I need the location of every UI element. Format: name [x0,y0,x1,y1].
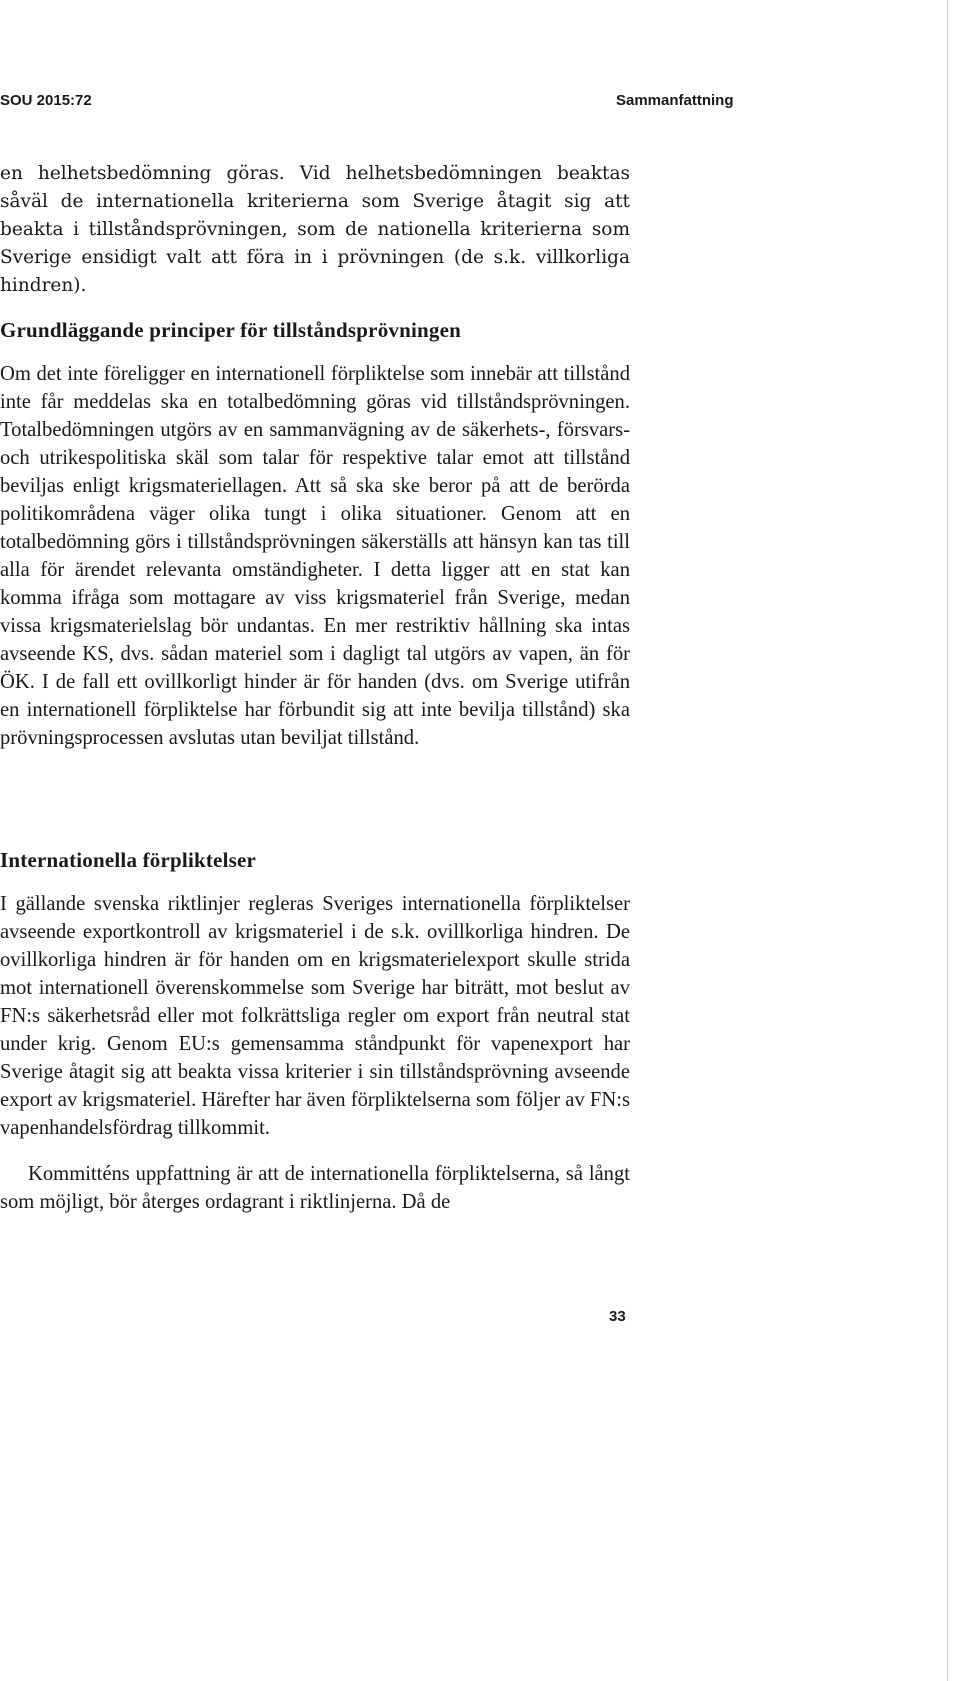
section-heading-international-obligations: Internationella förpliktelser [0,848,257,872]
running-header-report-id: SOU 2015:72 [0,92,92,109]
section-heading-principles: Grundläggande principer för tillståndsprövningen [0,318,461,342]
page-number: 33 [609,1308,626,1325]
obligations-paragraph: I gällande svenska riktlinjer regleras Sveriges internationella förpliktelser avseende exportkontroll av krigsmateriel i de s.k. ovillkorliga hindren. De ovillkorliga hindren är för handen om en krigsmaterielexport skulle strida mot internationell överenskommelse som Sverige har biträtt, mot beslut av FN:s säkerhetsråd eller mot folkrättsliga regler om export från neutral stat under krig. Genom EU:s gemensamma ståndpunkt för vapenexport har Sverige åtagit sig att beakta vissa kriterier i sin tillståndsprövning avseende export av krigsmateriel. Härefter har även förpliktelserna som följer av FN:s vapenhandelsfördrag tillkommit. [0,893,630,1139]
running-header-section: Sammanfattning [616,92,734,109]
page-edge-line [947,0,948,1681]
committee-view-paragraph: Kommitténs uppfattning är att de internationella förpliktelserna, så långt som möjligt, bör återges ordagrant i riktlinjerna. Då de [0,1163,630,1213]
principles-paragraph: Om det inte föreligger en internationell förpliktelse som innebär att tillstånd inte får meddelas ska en totalbedömning göras vid tillståndsprövningen. Totalbedömningen utgörs av en sammanvägning av de säkerhets-, försvars- och utrikespolitiska skäl som talar för respektive talar emot att tillstånd beviljas enligt krigsmateriellagen. Att så ska ske beror på att de berörda politikområdena väger olika tungt i olika situationer. Genom att en totalbedömning görs i tillståndsprövningen säkerställs att hänsyn kan tas till alla för ärendet relevanta omständigheter. I detta ligger att en stat kan komma ifråga som mottagare av viss krigsmateriel från Sverige, medan vissa krigsmaterielslag bör undantas. En mer restriktiv hållning ska intas avseende KS, dvs. sådan materiel som i dagligt tal utgörs av vapen, än för ÖK. I de fall ett ovillkorligt hinder är för handen (dvs. om Sverige utifrån en internationell förpliktelse har förbundit sig att inte bevilja tillstånd) ska prövningsprocessen avslutas utan beviljat tillstånd. [0,363,630,749]
intro-paragraph: en helhetsbedömning göras. Vid helhetsbedömningen beaktas såväl de internationella kriterierna som Sverige åtagit sig att beakta i tillståndsprövningen, som de nationella kriterierna som Sverige ensidigt valt att föra in i prövningen (de s.k. villkorliga hindren). [0,163,630,296]
